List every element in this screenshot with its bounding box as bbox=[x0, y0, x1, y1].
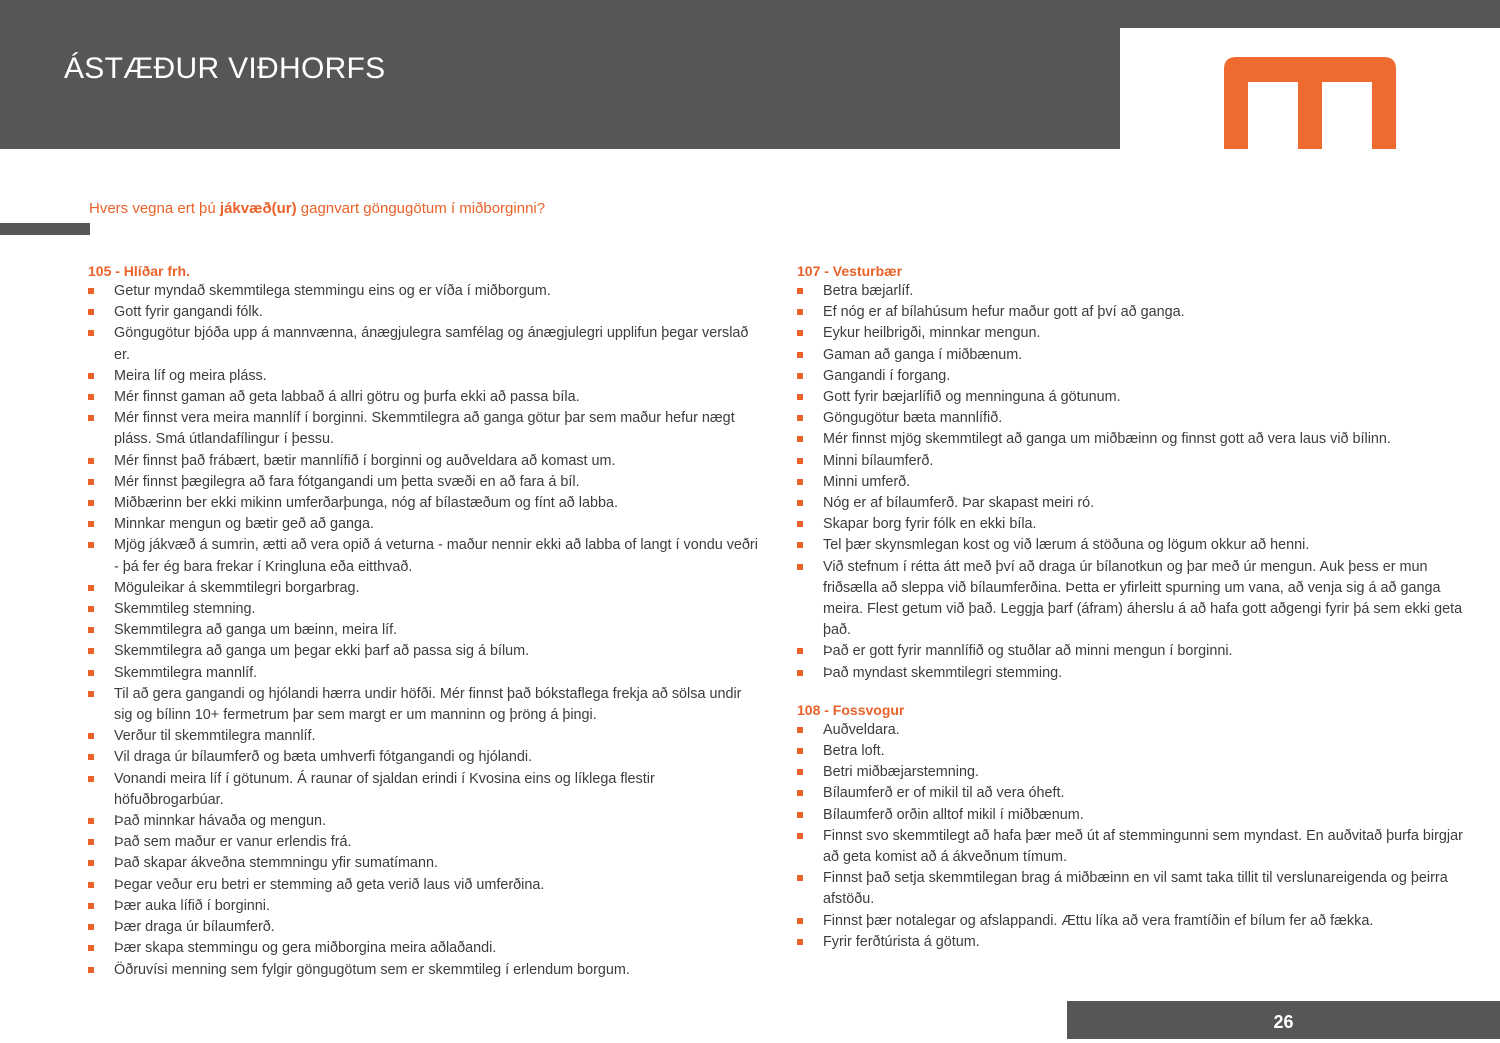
list-item bbox=[88, 663, 758, 684]
square-bullet-icon bbox=[797, 833, 803, 839]
district-section bbox=[88, 262, 758, 981]
square-bullet-icon bbox=[797, 727, 803, 733]
list-item bbox=[88, 578, 758, 599]
list-item-text: Það sem maður er vanur erlendis frá. bbox=[114, 834, 352, 851]
square-bullet-icon bbox=[797, 670, 803, 676]
square-bullet-icon bbox=[797, 415, 803, 421]
response-list bbox=[797, 281, 1469, 684]
list-item bbox=[797, 826, 1469, 868]
list-item-text: Það er gott fyrir mannlífið og stuðlar að minni mengun í borginni. bbox=[823, 643, 1233, 660]
square-bullet-icon bbox=[88, 394, 94, 400]
list-item-text: Það minnkar hávaða og mengun. bbox=[114, 813, 327, 830]
list-item bbox=[88, 281, 758, 302]
page-number: 26 bbox=[1273, 1012, 1294, 1032]
list-item-text: Gaman að ganga í miðbænum. bbox=[823, 346, 1023, 363]
square-bullet-icon bbox=[88, 373, 94, 379]
section-title: 107 - Vesturbær bbox=[797, 263, 903, 279]
list-item-text: Bílaumferð orðin alltof mikil í miðbænum. bbox=[823, 806, 1084, 823]
square-bullet-icon bbox=[797, 812, 803, 818]
square-bullet-icon bbox=[88, 903, 94, 909]
square-bullet-icon bbox=[797, 542, 803, 548]
section-title: 105 - Hlíðar frh. bbox=[88, 263, 190, 279]
square-bullet-icon bbox=[88, 606, 94, 612]
list-item bbox=[88, 514, 758, 535]
square-bullet-icon bbox=[797, 748, 803, 754]
list-item bbox=[88, 938, 758, 959]
list-item bbox=[797, 641, 1469, 662]
list-item bbox=[88, 493, 758, 514]
section-divider-bar bbox=[0, 223, 90, 235]
list-item-text: Verður til skemmtilegra mannlíf. bbox=[114, 728, 316, 745]
list-item-text: Finnst þær notalegar og afslappandi. Ættu líka að vera framtíðin ef bílum fer að fækka. bbox=[823, 912, 1374, 929]
square-bullet-icon bbox=[797, 330, 803, 336]
district-section bbox=[797, 262, 1469, 684]
response-list bbox=[88, 281, 758, 981]
section-title: 108 - Fossvogur bbox=[797, 701, 905, 718]
list-item-text: Finnst það setja skemmtilegan brag á miðbæinn en vil samt taka tillit til verslunareigenda og þeirra afstöðu. bbox=[823, 870, 1448, 908]
list-item bbox=[797, 911, 1469, 932]
square-bullet-icon bbox=[797, 939, 803, 945]
list-item-text: Bílaumferð er of mikil til að vera óheft. bbox=[823, 785, 1065, 802]
square-bullet-icon bbox=[88, 648, 94, 654]
square-bullet-icon bbox=[88, 882, 94, 888]
square-bullet-icon bbox=[797, 394, 803, 400]
list-item bbox=[88, 366, 758, 387]
square-bullet-icon bbox=[88, 860, 94, 866]
square-bullet-icon bbox=[797, 918, 803, 924]
list-item-text: Mér finnst það frábært, bætir mannlífið í borginni og auðveldara að komast um. bbox=[114, 452, 616, 469]
list-item bbox=[797, 366, 1469, 387]
square-bullet-icon bbox=[88, 776, 94, 782]
list-item bbox=[88, 875, 758, 896]
square-bullet-icon bbox=[797, 875, 803, 881]
square-bullet-icon bbox=[88, 542, 94, 548]
list-item bbox=[797, 323, 1469, 344]
list-item-text: Finnst svo skemmtilegt að hafa þær með út af stemmingunni sem myndast. En auðvitað þurfa birgjar að geta komist að á ákveðnum tímum. bbox=[823, 827, 1463, 866]
list-item-text: Möguleikar á skemmtilegri borgarbrag. bbox=[114, 579, 360, 596]
square-bullet-icon bbox=[797, 309, 803, 315]
question-prefix: Hvers vegna ert þú bbox=[89, 200, 220, 217]
list-item bbox=[797, 345, 1469, 366]
list-item bbox=[797, 741, 1469, 762]
list-item-text: Gangandi í forgang. bbox=[823, 367, 951, 384]
list-item bbox=[88, 302, 758, 323]
square-bullet-icon bbox=[88, 585, 94, 591]
list-item-text: Minni bílaumferð. bbox=[823, 452, 934, 469]
list-item-text: Gott fyrir bæjarlífið og menninguna á götunum. bbox=[823, 389, 1121, 406]
header-banner bbox=[0, 28, 1120, 149]
list-item bbox=[88, 811, 758, 832]
list-item bbox=[88, 769, 758, 811]
list-item bbox=[797, 535, 1469, 556]
list-item-text: Mér finnst mjög skemmtilegt að ganga um miðbæinn og finnst gott að vera laus við bílinn. bbox=[823, 431, 1391, 448]
list-item-text: Við stefnum í rétta átt með því að draga úr bílanotkun og þar með úr mengun. Auk þess er mun friðsælla að sleppa við bílaumferðina. Þetta er yfirleitt spurning um vana, að venja sig á að ganga meira. Flest getum við það. Leggja þarf (áfram) áherslu á að hafa gott aðgengi fyrir þá sem ekki geta það. bbox=[823, 558, 1463, 639]
list-item bbox=[797, 302, 1469, 323]
square-bullet-icon bbox=[797, 352, 803, 358]
list-item bbox=[88, 599, 758, 620]
list-item bbox=[797, 281, 1469, 302]
square-bullet-icon bbox=[797, 769, 803, 775]
list-item bbox=[88, 620, 758, 641]
list-item-text: Mér finnst vera meira mannlíf í borginni. Skemmtilegra að ganga götur þar sem maður hefur nægt pláss. Smá útlandafílingur í þessu. bbox=[114, 410, 735, 448]
square-bullet-icon bbox=[88, 458, 94, 464]
list-item-text: Þær draga úr bílaumferð. bbox=[114, 919, 275, 936]
page-title: ÁSTÆÐUR VIÐHORFS bbox=[64, 52, 386, 85]
list-item-text: Auðveldara. bbox=[823, 721, 900, 738]
square-bullet-icon bbox=[88, 521, 94, 527]
list-item-text: Þegar veður eru betri er stemming að geta verið laus við umferðina. bbox=[114, 876, 545, 893]
list-item bbox=[88, 535, 758, 577]
list-item-text: Göngugötur bæta mannlífið. bbox=[823, 410, 1003, 427]
list-item-text: Þær skapa stemmingu og gera miðborgina meira aðlaðandi. bbox=[114, 940, 497, 957]
left-column bbox=[88, 262, 758, 981]
square-bullet-icon bbox=[88, 924, 94, 930]
list-item bbox=[797, 387, 1469, 408]
list-item bbox=[88, 451, 758, 472]
square-bullet-icon bbox=[88, 288, 94, 294]
logo-shape bbox=[1224, 57, 1396, 149]
square-bullet-icon bbox=[88, 839, 94, 845]
square-bullet-icon bbox=[797, 648, 803, 654]
list-item bbox=[797, 805, 1469, 826]
list-item-text: Mjög jákvæð á sumrin, ætti að vera opið á veturna - maður nennir ekki að labba of langt í vondu veðri - þá fer ég bara frekar í Kringluna eða eitthvað. bbox=[114, 537, 758, 575]
list-item bbox=[797, 663, 1469, 684]
list-item-text: Til að gera gangandi og hjólandi hærra undir höfði. Mér finnst það bókstaflega frekja að sölsa undir sig og bílinn 10+ fermetrum þar sem margt er um manninn og þröng á þingi. bbox=[114, 685, 742, 724]
list-item bbox=[797, 493, 1469, 514]
square-bullet-icon bbox=[88, 691, 94, 697]
list-item bbox=[797, 932, 1469, 953]
list-item-text: Minnkar mengun og bætir geð að ganga. bbox=[114, 516, 375, 533]
square-bullet-icon bbox=[797, 500, 803, 506]
question-suffix: gagnvart göngugötum í miðborginni? bbox=[296, 200, 546, 217]
list-item bbox=[88, 853, 758, 874]
list-item-text: Það skapar ákveðna stemmningu yfir sumatímann. bbox=[114, 855, 438, 872]
response-list bbox=[797, 720, 1469, 953]
header-top-band bbox=[0, 0, 1500, 28]
square-bullet-icon bbox=[88, 479, 94, 485]
list-item-text: Það myndast skemmtilegri stemming. bbox=[823, 664, 1063, 681]
list-item bbox=[797, 762, 1469, 783]
list-item-text: Gott fyrir gangandi fólk. bbox=[114, 304, 263, 321]
square-bullet-icon bbox=[797, 458, 803, 464]
page-number-box bbox=[1067, 1001, 1500, 1039]
list-item bbox=[797, 720, 1469, 741]
list-item-text: Meira líf og meira pláss. bbox=[114, 367, 267, 384]
list-item-text: Fyrir ferðtúrista á götum. bbox=[823, 933, 980, 950]
list-item bbox=[88, 726, 758, 747]
square-bullet-icon bbox=[88, 670, 94, 676]
square-bullet-icon bbox=[88, 967, 94, 973]
right-column bbox=[797, 262, 1469, 953]
list-item bbox=[88, 684, 758, 726]
square-bullet-icon bbox=[797, 436, 803, 442]
list-item bbox=[88, 408, 758, 450]
square-bullet-icon bbox=[797, 373, 803, 379]
square-bullet-icon bbox=[797, 564, 803, 570]
list-item bbox=[797, 408, 1469, 429]
list-item bbox=[797, 783, 1469, 804]
square-bullet-icon bbox=[88, 818, 94, 824]
list-item-text: Eykur heilbrigði, minnkar mengun. bbox=[823, 325, 1041, 342]
district-section bbox=[797, 701, 1469, 953]
list-item-text: Ef nóg er af bílahúsum hefur maður gott af því að ganga. bbox=[823, 304, 1185, 321]
list-item bbox=[797, 451, 1469, 472]
list-item-text: Göngugötur bjóða upp á mannvænna, ánægjulegra samfélag og ánægjulegri upplifun þegar verslað er. bbox=[114, 325, 749, 363]
list-item bbox=[88, 960, 758, 981]
list-item bbox=[797, 472, 1469, 493]
square-bullet-icon bbox=[88, 500, 94, 506]
list-item-text: Nóg er af bílaumferð. Þar skapast meiri ró. bbox=[823, 495, 1095, 512]
list-item-text: Öðruvísi menning sem fylgir göngugötum sem er skemmtileg í erlendum borgum. bbox=[114, 961, 630, 978]
square-bullet-icon bbox=[88, 309, 94, 315]
list-item-text: Skemmtilegra mannlíf. bbox=[114, 664, 258, 681]
list-item bbox=[88, 472, 758, 493]
list-item bbox=[797, 514, 1469, 535]
square-bullet-icon bbox=[88, 330, 94, 336]
list-item-text: Skemmtilegra að ganga um bæinn, meira líf. bbox=[114, 622, 398, 639]
list-item-text: Þær auka lífið í borginni. bbox=[114, 897, 270, 914]
list-item-text: Betra loft. bbox=[823, 743, 885, 760]
list-item-text: Miðbærinn ber ekki mikinn umferðarþunga, nóg af bílastæðum og fínt að labba. bbox=[114, 495, 618, 512]
list-item bbox=[88, 896, 758, 917]
list-item bbox=[88, 917, 758, 938]
list-item-text: Mér finnst þægilegra að fara fótgangandi um þetta svæði en að fara á bíl. bbox=[114, 473, 580, 490]
list-item-text: Skemmtilegra að ganga um þegar ekki þarf að passa sig á bílum. bbox=[114, 643, 530, 660]
list-item bbox=[88, 641, 758, 662]
list-item-text: Vil draga úr bílaumferð og bæta umhverfi fótgangandi og hjólandi. bbox=[114, 749, 533, 766]
list-item bbox=[88, 747, 758, 768]
square-bullet-icon bbox=[88, 415, 94, 421]
question-emphasis: jákvæð(ur) bbox=[219, 200, 297, 217]
list-item bbox=[797, 429, 1469, 450]
list-item-text: Skemmtileg stemning. bbox=[114, 601, 256, 618]
square-bullet-icon bbox=[797, 790, 803, 796]
list-item-text: Getur myndað skemmtilega stemmingu eins og er víða í miðborgum. bbox=[114, 283, 551, 299]
square-bullet-icon bbox=[797, 288, 803, 294]
square-bullet-icon bbox=[797, 521, 803, 527]
list-item bbox=[797, 868, 1469, 910]
list-item-text: Betri miðbæjarstemning. bbox=[823, 764, 979, 781]
list-item bbox=[88, 387, 758, 408]
survey-question bbox=[89, 200, 545, 217]
list-item bbox=[88, 323, 758, 365]
square-bullet-icon bbox=[797, 479, 803, 485]
square-bullet-icon bbox=[88, 754, 94, 760]
orange-arch-logo-icon bbox=[1224, 57, 1396, 149]
square-bullet-icon bbox=[88, 945, 94, 951]
list-item-text: Vonandi meira líf í götunum. Á raunar of sjaldan erindi í Kvosina eins og líklega flestir höfuðbrogarbúar. bbox=[114, 770, 655, 808]
list-item-text: Minni umferð. bbox=[823, 473, 911, 490]
list-item-text: Tel þær skynsmlegan kost og við lærum á stöðuna og lögum okkur að henni. bbox=[823, 537, 1310, 554]
square-bullet-icon bbox=[88, 733, 94, 739]
list-item-text: Mér finnst gaman að geta labbað á allri götru og þurfa ekki að passa bíla. bbox=[114, 389, 580, 406]
list-item bbox=[88, 832, 758, 853]
list-item bbox=[797, 557, 1469, 642]
square-bullet-icon bbox=[88, 627, 94, 633]
list-item-text: Skapar borg fyrir fólk en ekki bíla. bbox=[823, 516, 1037, 533]
list-item-text: Betra bæjarlíf. bbox=[823, 283, 914, 299]
